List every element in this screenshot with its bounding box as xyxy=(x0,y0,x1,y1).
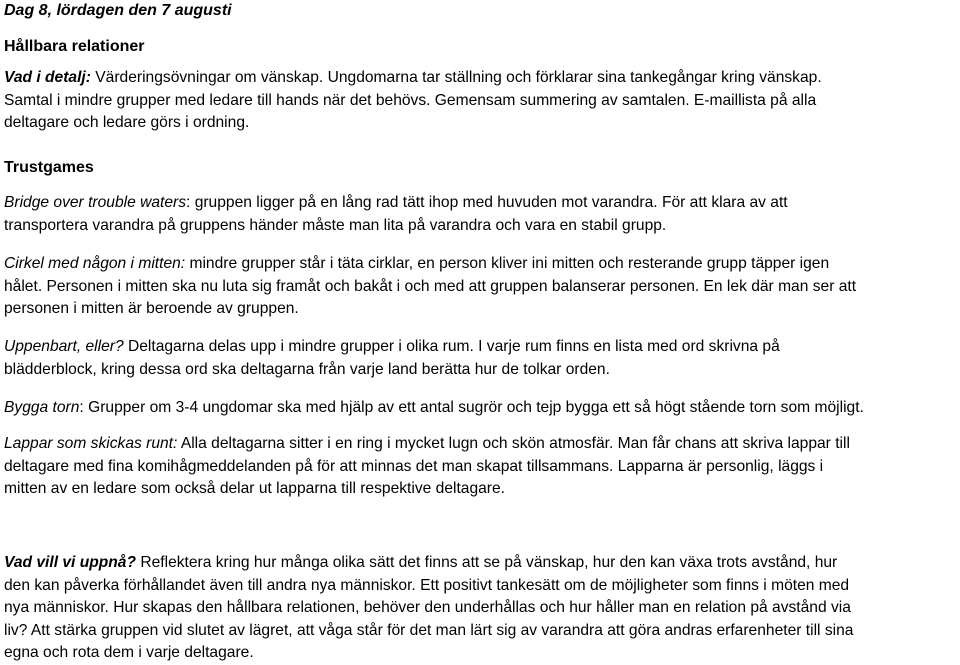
notes-line-1 xyxy=(4,433,956,456)
tower-paragraph xyxy=(4,397,956,420)
circle-line-2: hålet. Personen i mitten ska nu luta sig framåt och bakåt i och med att gruppen balanserar personen. En lek där man ser att xyxy=(4,277,857,295)
tower-line-1 xyxy=(4,397,956,420)
goal-line-2: den kan påverka förhållandet även till andra nya människor. Ett positivt tankesätt om de möjligheter som finns i möten med xyxy=(4,576,850,594)
goal-lead: Vad vill vi uppnå? xyxy=(4,554,136,571)
goal-line-3: nya människor. Hur skapas den hållbara relationen, behöver den underhållas och hur håller man en relation på avstånd via xyxy=(4,599,851,616)
detail-line-3: deltagare och ledare görs i ordning. xyxy=(4,114,250,131)
detail-text: Värderingsövningar om vänskap. Ungdomarna tar ställning och förklarar sina tankegångar kring vänskap. xyxy=(90,69,822,86)
trustgames-title: Trustgames xyxy=(4,159,94,176)
obvious-line-1 xyxy=(4,336,956,359)
detail-paragraph xyxy=(4,67,956,135)
day-title: Dag 8, lördagen den 7 augusti xyxy=(4,2,232,19)
goal-line-5: egna och rota dem i varje deltagare. xyxy=(4,644,254,661)
notes-line-2: deltagare med fina komihågmeddelanden på för att minnas det man skapat tillsammans. Lapparna är personlig, läggs i xyxy=(4,457,824,475)
section-title: Hållbara relationer xyxy=(4,38,145,55)
goal-paragraph xyxy=(4,552,956,665)
notes-text: Alla deltagarna sitter i en ring i mycket lugn och skön atmosfär. Man får chans att skriva lappar till xyxy=(177,435,850,452)
circle-text: mindre grupper står i täta cirklar, en person kliver ini mitten och resterande grupp täpper igen xyxy=(185,255,830,272)
detail-line-2: Samtal i mindre grupper med ledare till hands när det behövs. Gemensam summering av samtalen. E-maillista på alla xyxy=(4,91,817,109)
bridge-line-1 xyxy=(4,192,956,215)
circle-line-3: personen i mitten är beroende av gruppen. xyxy=(4,300,299,317)
obvious-line-2: blädderblock, kring dessa ord ska deltagarna från varje land berätta hur de tolkar orden. xyxy=(4,360,610,378)
obvious-text: Deltagarna delas upp i mindre grupper i olika rum. I varje rum finns en lista med ord skrivna på xyxy=(123,338,780,355)
notes-line-3: mitten av en ledare som också delar ut lapparna till respektive deltagare. xyxy=(4,480,506,497)
tower-lead: Bygga torn xyxy=(4,399,80,416)
circle-line-1 xyxy=(4,253,956,276)
detail-line-1 xyxy=(4,67,956,90)
bridge-text: : gruppen ligger på en lång rad tätt ihop med huvuden mot varandra. För att klara av att xyxy=(186,194,788,211)
tower-text: : Grupper om 3-4 ungdomar ska med hjälp av ett antal sugrör och tejp bygga ett så högt stående torn som möjligt. xyxy=(79,399,864,416)
goal-line-4: liv? Att stärka gruppen vid slutet av lägret, att våga står för det man lärt sig av varandra att göra andras erfarenheter till sina xyxy=(4,621,854,639)
bridge-paragraph xyxy=(4,192,956,237)
notes-lead: Lappar som skickas runt: xyxy=(4,435,178,452)
bridge-line-2: transportera varandra på gruppens händer måste man lita på varandra och vara en stabil grupp. xyxy=(4,216,667,234)
obvious-paragraph xyxy=(4,336,956,381)
detail-lead: Vad i detalj: xyxy=(4,69,91,86)
circle-lead: Cirkel med någon i mitten: xyxy=(4,255,186,272)
obvious-lead: Uppenbart, eller? xyxy=(4,338,124,355)
goal-line-1 xyxy=(4,552,956,575)
notes-paragraph xyxy=(4,433,956,501)
bridge-lead: Bridge over trouble waters xyxy=(4,194,187,211)
circle-paragraph xyxy=(4,253,956,321)
goal-text: Reflektera kring hur många olika sätt det finns att se på vänskap, hur den kan växa trots avstånd, hur xyxy=(136,554,838,571)
